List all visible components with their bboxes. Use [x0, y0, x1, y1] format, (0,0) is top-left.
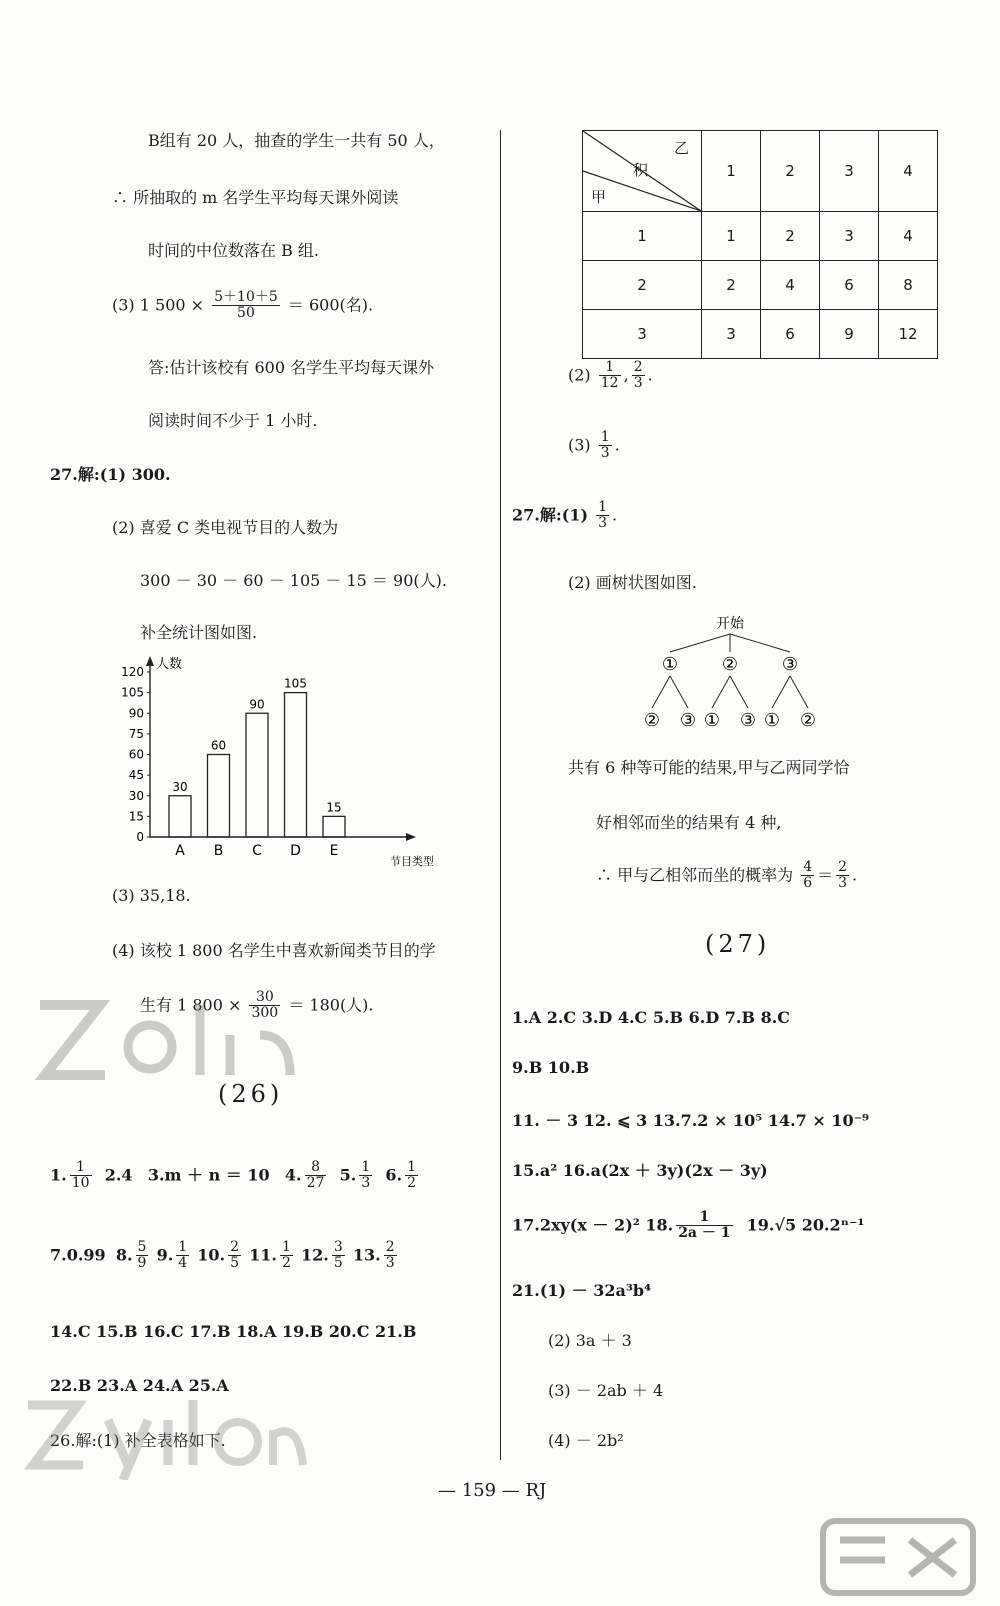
product-table [582, 130, 938, 359]
fraction: $\frac{1}{4}$ [178, 1239, 188, 1272]
x-tick-label: D [290, 843, 301, 859]
tree-edge [772, 676, 790, 708]
x-tick-label: B [213, 843, 224, 859]
corner-stamp-shape [815, 1515, 985, 1600]
fraction: $\frac{1}{12}$ [600, 359, 619, 392]
fraction: $\frac{8}{27}$ [306, 1159, 325, 1192]
tree-node-l1: ② [721, 654, 739, 675]
corner-label-jia: 甲 [591, 188, 607, 206]
fraction: $\frac{1}{3}$ [598, 499, 608, 532]
right-answer-2: (2) $\frac{1}{12}$ , $\frac{2}{3}$ . [568, 359, 653, 392]
q27-line-2: (2) 喜爱 C 类电视节目的人数为 [112, 518, 339, 537]
bar-value-label: 105 [284, 676, 307, 691]
table-cell: 1 [583, 212, 702, 261]
answers-27-row-7: (2) 3a ＋ 3 [548, 1331, 632, 1350]
table-cell: 3 [820, 212, 879, 261]
fraction: $\frac{2}{3}$ [633, 359, 643, 392]
answers-27-row-5: 17.2xy(x － 2)² 18. $\frac{1}{2a - 1}$ 19.√5 20.2ⁿ⁻¹ [512, 1209, 865, 1242]
answers-27-row-3: 11. － 3 12. ⩽ 3 13.7.2 × 10⁵ 14.7 × 10⁻⁹ [512, 1111, 870, 1130]
tree-diagram [630, 610, 830, 740]
left-line-1: B组有 20 人，抽查的学生一共有 50 人， [148, 131, 445, 150]
left-line-2: ∴ 所抽取的 m 名学生平均每天课外阅读 [112, 188, 399, 207]
tree-node-l1: ① [661, 654, 679, 675]
corner-label-yi: 乙 [673, 139, 689, 157]
y-tick-label: 0 [136, 830, 144, 844]
y-tick-label: 45 [128, 768, 144, 783]
y-axis-label: 人数 [156, 657, 183, 672]
tree-node-l2: ② [643, 710, 661, 731]
tree-edge [652, 676, 670, 708]
section-26-heading: (26) [218, 1080, 284, 1108]
tree-node-l2: ① [703, 710, 721, 731]
answers-27-row-1: 1.A 2.C 3.D 4.C 5.B 6.D 7.B 8.C [512, 1008, 791, 1027]
x-axis-arrow [406, 833, 416, 841]
fraction: $\frac{2}{5}$ [230, 1239, 240, 1272]
y-tick-label: 60 [128, 747, 144, 762]
table-header-cell: 1 [702, 131, 761, 212]
watermark-logo-shape [18, 1390, 308, 1480]
bar-value-label: 60 [210, 738, 227, 753]
tree-edge [712, 676, 730, 708]
page-number: — 159 — RJ [438, 1480, 547, 1501]
answers-27-row-4: 15.a² 16.a(2x ＋ 3y)(2x － 3y) [512, 1161, 768, 1180]
bar-value-label: 15 [326, 800, 342, 815]
right-line-3: ∴ 甲与乙相邻而坐的概率为 $\frac{4}{6}$ ＝ $\frac{2}{3}$ . [596, 859, 858, 892]
q27-line-5: (3) 35,18. [112, 886, 191, 905]
fraction: $\frac{1}{2}$ [407, 1159, 417, 1192]
fraction: $\frac{5+10+5}{50}$ [214, 289, 278, 322]
bar [208, 755, 230, 838]
tree-node-l2: ① [763, 710, 781, 731]
q27-line-1: 27.解:(1) 300. [50, 465, 171, 484]
bar-value-label: 90 [249, 697, 265, 712]
fraction: $\frac{30}{300}$ [251, 989, 279, 1022]
table-header-row [583, 131, 938, 212]
answers-27-row-9: (4) － 2b² [548, 1431, 624, 1450]
tree-node-l2: ② [799, 710, 817, 731]
table-cell: 4 [879, 212, 938, 261]
left-line-5: 答:估计该校有 600 名学生平均每天课外 [148, 358, 435, 377]
tree-node-l1: ③ [781, 654, 799, 675]
table-cell: 8 [879, 261, 938, 310]
table-header-cell: 4 [879, 131, 938, 212]
table-row [583, 310, 938, 359]
table-header-cell: 3 [820, 131, 879, 212]
answers-26-row-3: 14.C 15.B 16.C 17.B 18.A 19.B 20.C 21.B [50, 1322, 417, 1341]
table-cell: 2 [702, 261, 761, 310]
answers-26-row-1: 1. $\frac{1}{10}$ 2.4 3.m ＋ n ＝ 10 4. $\frac{8}{27}$ 5. $\frac{1}{3}$ 6. $\frac{1}{2}$ [50, 1159, 417, 1192]
right-line-1: 共有 6 种等可能的结果,甲与乙两同学恰 [568, 758, 850, 777]
watermark-logo [18, 1390, 308, 1496]
right-q27-2: (2) 画树状图如图. [568, 573, 697, 592]
q27-line-6: (4) 该校 1 800 名学生中喜欢新闻类节目的学 [112, 941, 436, 960]
y-tick-label: 120 [121, 665, 144, 679]
corner-stamp [815, 1515, 985, 1604]
section-27-heading: (27) [705, 930, 771, 958]
table-cell: 12 [879, 310, 938, 359]
table-cell: 2 [583, 261, 702, 310]
fraction: $\frac{3}{5}$ [333, 1239, 343, 1272]
table-cell: 6 [820, 261, 879, 310]
bar-value-label: 30 [172, 779, 188, 794]
y-axis-arrow [146, 656, 154, 666]
left-line-3: 时间的中位数落在 B 组. [148, 241, 320, 260]
table-cell: 4 [761, 261, 820, 310]
bar [285, 693, 307, 837]
answers-27-row-2: 9.B 10.B [512, 1058, 590, 1077]
y-tick-label: 75 [128, 726, 144, 741]
table-header-cell: 2 [761, 131, 820, 212]
y-tick-label: 90 [128, 706, 144, 721]
q27-line-4: 补全统计图如图. [140, 623, 258, 642]
table-cell: 1 [702, 212, 761, 261]
tree-edge [670, 676, 688, 708]
watermark-logo [30, 985, 300, 1111]
left-line-6: 阅读时间不少于 1 小时. [148, 411, 318, 430]
column-divider [500, 130, 501, 1460]
fraction: $\frac{1}{10}$ [71, 1159, 90, 1192]
tree-node-l2: ③ [739, 710, 757, 731]
answers-26-row-5: 26.解:(1) 补全表格如下. [50, 1431, 226, 1450]
table-corner-cell [583, 131, 702, 212]
tree-node-l2: ③ [679, 710, 697, 731]
tree-edge [670, 634, 730, 652]
table-cell: 6 [761, 310, 820, 359]
table-cell: 2 [761, 212, 820, 261]
q27-line-7: 生有 1 800 × $\frac{30}{300}$ ＝ 180(人). [140, 989, 374, 1022]
fraction: $\frac{1}{2}$ [281, 1239, 291, 1272]
answers-27-row-6: 21.(1) － 32a³b⁴ [512, 1281, 652, 1300]
tree-edge [790, 676, 808, 708]
tree-edge [730, 676, 748, 708]
bar-chart [105, 652, 435, 867]
fraction: $\frac{5}{9}$ [137, 1239, 147, 1272]
tree-root: 开始 [716, 616, 744, 632]
table-cell: 3 [702, 310, 761, 359]
right-answer-3: (3) $\frac{1}{3}$ . [568, 429, 620, 462]
bar [169, 796, 191, 837]
y-tick-label: 105 [121, 685, 144, 700]
answers-26-row-2: 7.0.99 8. $\frac{5}{9}$ 9. $\frac{1}{4}$ 10. $\frac{2}{5}$ 11. $\frac{1}{2}$ 12. $\frac{3}{5}$ 13. $\frac{2}{3}$ [50, 1239, 395, 1272]
fraction: $\frac{2}{3}$ [838, 859, 848, 892]
y-tick-label: 15 [128, 809, 144, 824]
x-tick-label: A [175, 843, 185, 859]
table-cell: 9 [820, 310, 879, 359]
bar [246, 713, 268, 837]
q27-line-3: 300 － 30 － 60 － 105 － 15 ＝ 90(人). [140, 571, 447, 590]
fraction: $\frac{1}{2a - 1}$ [678, 1209, 731, 1242]
right-q27-1: 27.解:(1) $\frac{1}{3}$ . [512, 499, 618, 532]
watermark-logo-shape [30, 985, 300, 1095]
right-line-2: 好相邻而坐的结果有 4 种, [596, 813, 782, 832]
fraction: $\frac{2}{3}$ [385, 1239, 395, 1272]
answers-26-row-4: 22.B 23.A 24.A 25.A [50, 1376, 229, 1395]
table-row [583, 212, 938, 261]
x-tick-label: C [252, 843, 262, 859]
table-cell: 3 [583, 310, 702, 359]
bar [323, 816, 345, 837]
left-line-4: (3) 1 500 × $\frac{5+10+5}{50}$ ＝ 600(名). [112, 289, 374, 322]
fraction: $\frac{1}{3}$ [600, 429, 610, 462]
corner-label-ji: 积 [633, 161, 649, 179]
tree-edge [730, 634, 790, 652]
answers-27-row-8: (3) － 2ab ＋ 4 [548, 1381, 664, 1400]
table-row [583, 261, 938, 310]
fraction: $\frac{4}{6}$ [803, 859, 813, 892]
y-tick-label: 30 [128, 788, 144, 803]
x-tick-label: E [329, 843, 339, 859]
x-axis-label: 节目类型 [390, 855, 434, 867]
fraction: $\frac{1}{3}$ [361, 1159, 371, 1192]
